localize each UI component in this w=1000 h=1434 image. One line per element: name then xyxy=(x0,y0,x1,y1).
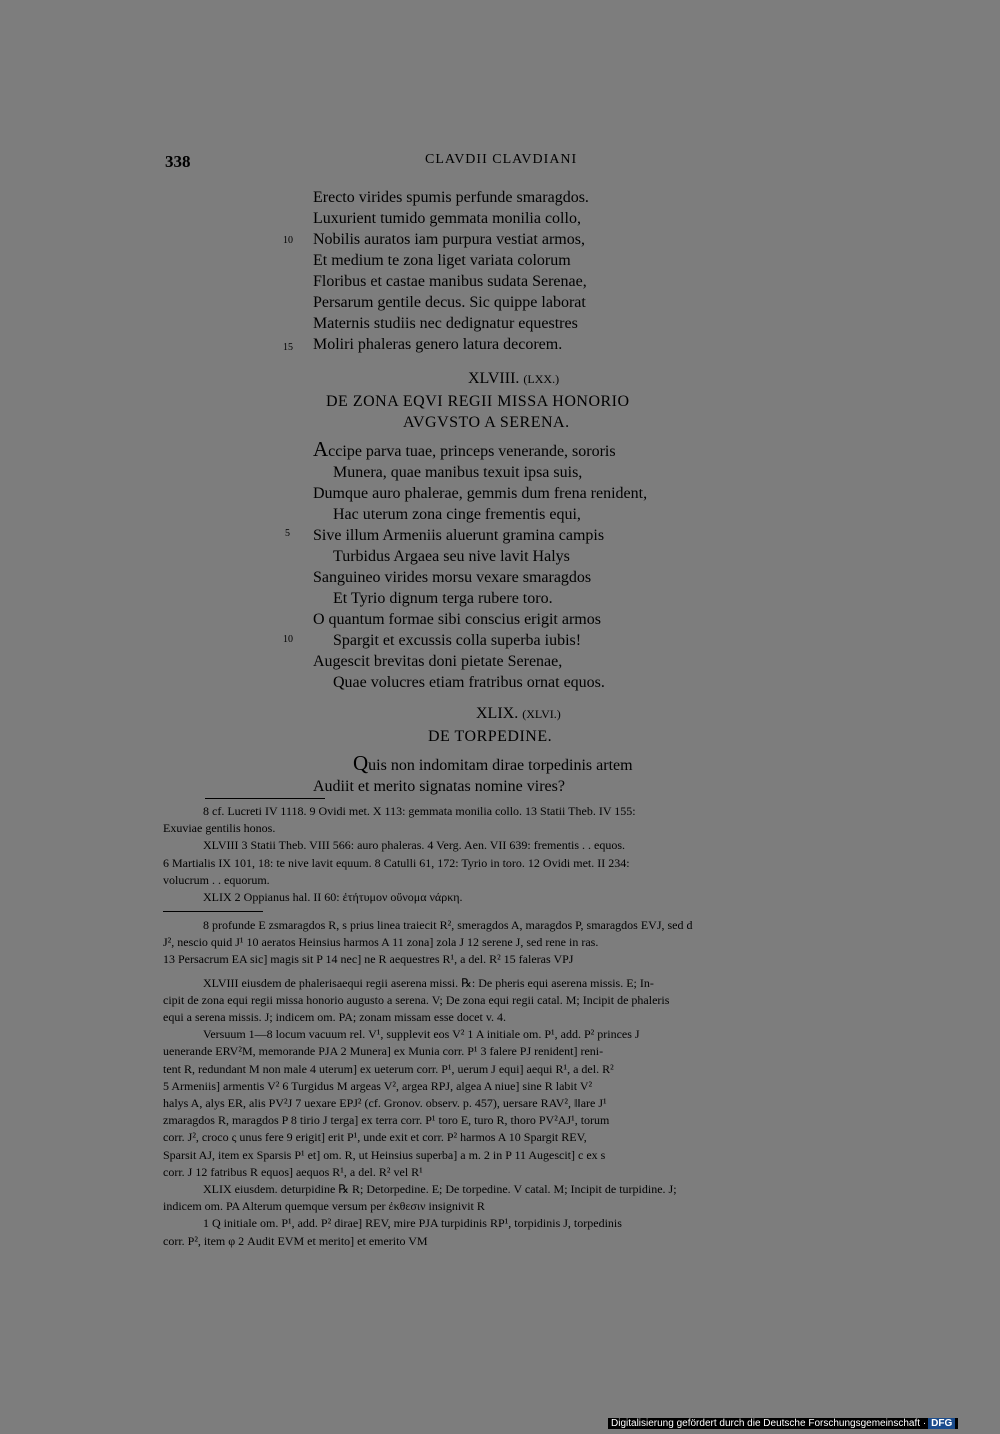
line-number: 10 xyxy=(283,634,293,645)
verse-line: Sanguineo virides morsu vexare smaragdos xyxy=(313,569,592,586)
note-line: XLVIII eiusdem de phalerisaequi regii aserena missi. ℞: De pheris equi aserena missis. E; In- xyxy=(203,975,654,990)
note-line: volucrum . . equorum. xyxy=(163,872,270,887)
note-line: indicem om. PA Alterum quemque versum per ἐκθεσιν insignivit R xyxy=(163,1199,485,1214)
note-line: 8 profunde E zsmaragdos R, s prius linea traiecit R², smeragdos A, maragdos P, smaragdos EVJ, sed d xyxy=(203,918,693,932)
poem-body xyxy=(313,753,633,797)
note-line: Sparsit AJ, item ex Sparsis P¹ et] om. R, ut Heinsius superba] a m. 2 in P 11 Augescit] c ex s xyxy=(163,1147,606,1162)
note-line: corr. J², croco ς unus fere 9 erigit] erit P¹, unde exit et corr. P² harmos A 10 Spargit REV, xyxy=(163,1130,587,1145)
line-number: 5 xyxy=(285,528,290,539)
verse-line: Quis non indomitam dirae torpedinis artem xyxy=(353,751,633,775)
verse-line: Accipe parva tuae, princeps venerande, sororis xyxy=(313,437,616,461)
note-line: Exuviae gentilis honos. xyxy=(163,821,276,836)
note-line: 8 cf. Lucreti IV 1118. 9 Ovidi met. X 113: gemmata monilia collo. 13 Statii Theb. IV 155: xyxy=(203,804,636,818)
line-number: 15 xyxy=(283,342,293,353)
verse-line: Luxurient tumido gemmata monilia collo, xyxy=(313,210,581,227)
note-line: equi a serena missis. J; indicem om. PA; zonam missam esse docet v. 4. xyxy=(163,1010,507,1025)
note-line: tent R, redundant M non male 4 uterum] ex ueterum corr. P¹, uerum J equi] aequi R¹, a del. R² xyxy=(163,1061,614,1076)
dfg-logo: DFG xyxy=(928,1418,955,1429)
note-line: halys A, alys ER, alis PV²J 7 uexare EPJ² (cf. Gronov. observ. p. 457), uersare RAV², ‖‖are J¹ xyxy=(163,1096,607,1111)
note-line: J², nescio quid J¹ 10 aeratos Heinsius harmos A 11 zona] zola J 12 serene J, sed rene in ras. xyxy=(163,935,599,950)
note-line: XLVIII 3 Statii Theb. VIII 566: auro phaleras. 4 Verg. Aen. VII 639: frementis . . equos. xyxy=(203,838,626,853)
drop-cap: Q xyxy=(353,751,369,775)
poem-title: DE TORPEDINE. xyxy=(428,728,553,745)
verse-line: Audiit et merito signatas nomine vires? xyxy=(313,778,565,795)
verse-line: Floribus et castae manibus sudata Serenae, xyxy=(313,273,587,290)
separator-rule xyxy=(205,798,325,799)
running-title: CLAVDII CLAVDIANI xyxy=(425,152,578,167)
verse-line: Erecto virides spumis perfunde smaragdos. xyxy=(313,189,589,206)
note-line: corr. J 12 fatribus R equos] aequos R¹, a del. R² vel R¹ xyxy=(163,1164,423,1179)
verse-line: Turbidus Argaea seu nive lavit Halys xyxy=(333,548,570,565)
verse-line: Quae volucres etiam fratribus ornat equos. xyxy=(333,674,605,691)
verse-line: Hac uterum zona cinge frementis equi, xyxy=(333,506,581,523)
note-line: 1 Q initiale om. P¹, add. P² dirae] REV, mire PJA turpidinis RP¹, torpidinis J, torpedinis xyxy=(203,1216,622,1231)
note-line: zmaragdos R, maragdos P 8 tirio J terga] ex terra corr. P¹ toro E, turo R, thoro PV²AJ¹, torum xyxy=(163,1113,610,1128)
verse-line: Spargit et excussis colla superba iubis! xyxy=(333,632,582,649)
poem-number-heading xyxy=(468,370,559,388)
poem-number-heading xyxy=(476,705,561,723)
verse-line: Persarum gentile decus. Sic quippe laborat xyxy=(313,294,586,311)
drop-cap: A xyxy=(313,437,329,461)
verse-line: O quantum formae sibi conscius erigit armos xyxy=(313,611,601,628)
page-number: 338 xyxy=(165,152,191,171)
verse-line: Et Tyrio dignum terga rubere toro. xyxy=(333,590,553,607)
verse-line: Sive illum Armeniis aluerunt gramina campis xyxy=(313,527,605,544)
verse-line: Augescit brevitas doni pietate Serenae, xyxy=(313,653,563,670)
poem-alt-number: (XLVI.) xyxy=(522,707,561,721)
note-line: corr. P², item φ 2 Audit EVM et merito] et emerito VM xyxy=(163,1233,428,1248)
critical-apparatus xyxy=(163,917,836,1250)
poem-number: XLIX. xyxy=(476,705,519,722)
note-line: uenerande ERV²M, memorande PJA 2 Munera] ex Munia corr. P¹ 3 falere PJ renident] reni- xyxy=(163,1044,604,1059)
note-line: XLIX 2 Oppianus hal. II 60: ἐτήτυμον οὔνομα νάρκη. xyxy=(203,890,463,905)
poem-title: AVGVSTO A SERENA. xyxy=(403,414,570,431)
poem-title: DE ZONA EQVI REGII MISSA HONORIO xyxy=(326,393,630,410)
note-line: Versuum 1—8 locum vacuum rel. V¹, supplevit eos V² 1 A initiale om. P¹, add. P² princes J xyxy=(203,1027,640,1042)
verse-line: Nobilis auratos iam purpura vestiat armos, xyxy=(313,231,585,248)
line-number: 10 xyxy=(283,235,293,246)
testimonia xyxy=(163,803,836,906)
note-line: 13 Persacrum EA sic] magis sit P 14 nec] ne R aequestres R¹, a del. R² 15 faleras VPJ xyxy=(163,952,574,967)
poem-number: XLVIII. xyxy=(468,370,520,387)
verse-line: Dumque auro phalerae, gemmis dum frena renident, xyxy=(313,485,648,502)
verse-line: Et medium te zona liget variata colorum xyxy=(313,252,571,269)
verse-line: Maternis studiis nec dedignatur equestres xyxy=(313,315,578,332)
poem-continuation xyxy=(313,187,589,355)
note-line: 6 Martialis IX 101, 18: te nive lavit equum. 8 Catulli 61, 172: Tyrio in toro. 12 Ovidi met. II 234: xyxy=(163,855,630,870)
verse-line: Moliri phaleras genero latura decorem. xyxy=(313,336,563,353)
digitization-credit xyxy=(608,1418,958,1429)
verse-line: Munera, quae manibus texuit ipsa suis, xyxy=(333,464,583,481)
poem-alt-number: (LXX.) xyxy=(523,372,560,386)
separator-rule xyxy=(163,911,263,912)
note-line: XLIX eiusdem. deturpidine ℞ R; Detorpedine. E; De torpedine. V catal. M; Incipit de turpidine. J; xyxy=(203,1182,677,1197)
note-line: cipit de zona equi regii missa honorio augusto a serena. V; De zona equi regii catal. M; Incipit de phaleris xyxy=(163,992,670,1007)
poem-body xyxy=(313,439,647,693)
note-line: 5 Armeniis] armentis V² 6 Turgidus M argeas V², argea RPJ, algea A niue] sine R labit V² xyxy=(163,1078,593,1093)
credit-text: Digitalisierung gefördert durch die Deutsche Forschungsgemeinschaft · xyxy=(611,1418,927,1429)
